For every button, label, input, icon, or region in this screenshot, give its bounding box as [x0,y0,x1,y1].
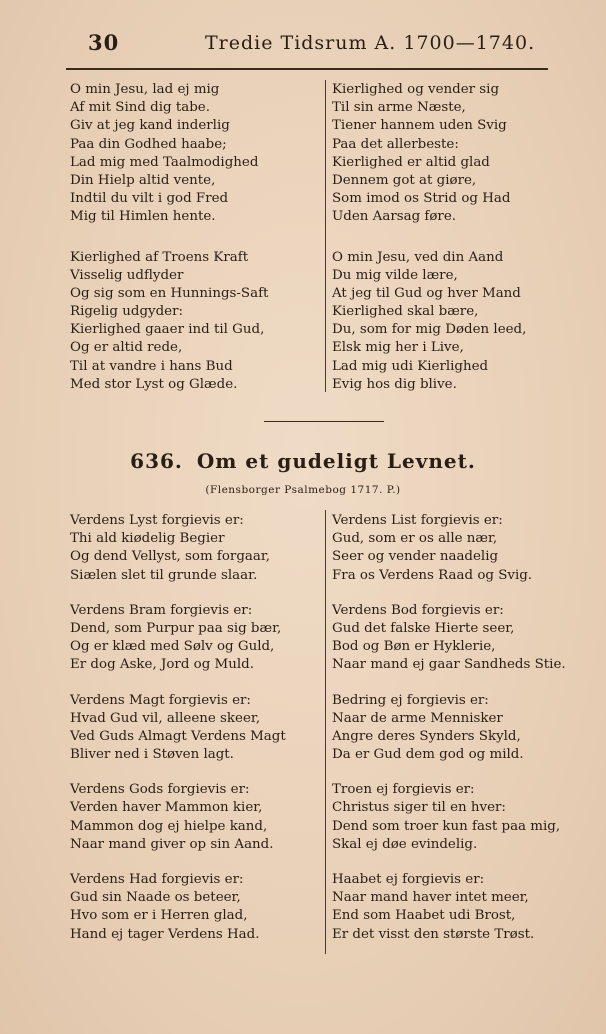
hymn-left-column [70,512,286,944]
verse-line: Naar mand giver op sin Aand. [70,836,274,852]
verse-line: Af mit Sind dig tabe. [70,100,210,116]
verse-line: Bliver ned i Støven lagt. [70,747,234,763]
hymn-title: Om et gudeligt Levnet. [196,449,476,473]
verse-line: Paa din Godhed haabe; [70,136,227,152]
verse-line: Elsk mig her i Live, [332,340,464,356]
verse-line: Paa det allerbeste: [332,136,459,152]
verse-line: Giv at jeg kand inderlig [70,118,230,134]
verse-line: Da er Gud dem god og mild. [332,747,524,763]
verse-line: Visselig udflyder [70,267,184,283]
verse-line: Dend som troer kun fast paa mig, [332,818,561,834]
verse-line: Dend, som Purpur paa sig bær, [70,620,282,636]
verse-line: Fra os Verdens Raad og Svig. [332,567,533,583]
page-header [0,30,606,60]
section-rule [264,421,384,422]
verse-line: End som Haabet udi Brost, [332,908,516,924]
verse-line: Og er klæd med Sølv og Guld, [70,639,275,655]
verse-line: Seer og vender naadelig [332,549,499,565]
verse-line: Tiener hannem uden Svig [332,118,507,134]
column-divider [325,80,326,392]
stanza [332,871,566,944]
verse-line: At jeg til Gud og hver Mand [332,285,521,301]
verse-line: Er dog Aske, Jord og Muld. [70,657,254,673]
stanza [332,512,566,585]
stanza [70,81,268,227]
page-number: 30 [88,30,120,55]
stanza [332,781,566,854]
verse-line: Hvo som er i Herren glad, [70,908,248,924]
stanza [332,692,566,765]
verse-line: Rigelig udgyder: [70,304,183,320]
verse-line: Kierlighed er altid glad [332,154,490,170]
verse-line: Gud, som er os alle nær, [332,531,498,547]
verse-line: Du, som for mig Døden leed, [332,322,527,338]
running-head: Tredie Tidsrum A. 1700—1740. [205,32,536,54]
verse-line: Verdens Gods forgievis er: [70,782,250,798]
verse-line: Siælen slet til grunde slaar. [70,567,258,583]
verse-line: Verden haver Mammon kier, [70,800,263,816]
verse-line: Med stor Lyst og Glæde. [70,376,238,392]
verse-line: Og er altid rede, [70,340,183,356]
verse-line: Haabet ej forgievis er: [332,872,485,887]
verse-line: Skal ej døe evindelig. [332,836,478,852]
verse-line: Naar de arme Mennisker [332,710,503,726]
hymn-source: (Flensborger Psalmebog 1717. P.) [205,484,401,496]
top-left-column [70,81,268,394]
stanza [70,692,286,765]
stanza [332,602,566,675]
verse-line: Er det visst den største Trøst. [332,926,535,942]
verse-line: Thi ald kiødelig Begier [70,531,225,547]
verse-line: Kierlighed af Troens Kraft [70,249,249,265]
verse-line: Kierlighed og vender sig [332,82,500,97]
verse-line: Mammon dog ej hielpe kand, [70,818,268,834]
stanza [332,249,526,395]
verse-line: Hvad Gud vil, alleene skeer, [70,710,261,726]
verse-line: Lad mig med Taalmodighed [70,154,259,170]
stanza [70,249,268,395]
top-right-column [332,81,526,394]
verse-line: Hand ej tager Verdens Had. [70,926,260,942]
verse-line: Ved Guds Almagt Verdens Magt [70,728,286,744]
verse-line: O min Jesu, lad ej mig [70,82,220,97]
verse-line: Naar mand ej gaar Sandheds Stie. [332,657,566,673]
verse-line: Din Hielp altid vente, [70,172,216,188]
verse-line: Bod og Bøn er Hyklerie, [332,639,496,655]
verse-line: Lad mig udi Kierlighed [332,358,489,374]
hymn-right-column [332,512,566,944]
verse-line: Gud sin Naade os beteer, [70,890,241,906]
verse-line: Verdens Lyst forgievis er: [70,513,244,528]
header-rule [66,68,548,70]
verse-line: Og dend Vellyst, som forgaar, [70,549,271,565]
verse-line: Til sin arme Næste, [332,100,466,116]
verse-line: Verdens List forgievis er: [332,513,503,528]
verse-line: Angre deres Synders Skyld, [332,728,521,744]
verse-line: Troen ej forgievis er: [332,782,475,798]
verse-line: Verdens Magt forgievis er: [70,692,251,708]
stanza [70,871,286,944]
verse-line: O min Jesu, ved din Aand [332,249,504,265]
verse-line: Uden Aarsag føre. [332,209,457,225]
verse-line: Til at vandre i hans Bud [70,358,233,374]
hymn-number: 636. [130,449,183,473]
stanza [332,81,526,227]
stanza [70,602,286,675]
verse-line: Verdens Had forgievis er: [70,872,244,887]
verse-line: Evig hos dig blive. [332,376,457,392]
verse-line: Som imod os Strid og Had [332,191,511,207]
verse-line: Verdens Bram forgievis er: [70,602,253,618]
verse-line: Bedring ej forgievis er: [332,692,489,708]
verse-line: Verdens Bod forgievis er: [332,602,504,618]
verse-line: Kierlighed gaaer ind til Gud, [70,322,265,338]
verse-line: Naar mand haver intet meer, [332,890,529,906]
verse-line: Du mig vilde lære, [332,267,458,283]
stanza [70,781,286,854]
verse-line: Og sig som en Hunnings-Saft [70,285,269,301]
verse-line: Indtil du vilt i god Fred [70,191,229,207]
stanza [70,512,286,585]
verse-line: Mig til Himlen hente. [70,209,216,225]
verse-line: Christus siger til en hver: [332,800,506,816]
verse-line: Kierlighed skal bære, [332,304,479,320]
hymn-heading [0,449,606,473]
verse-line: Gud det falske Hierte seer, [332,620,515,636]
column-divider [325,510,326,954]
verse-line: Dennem got at giøre, [332,172,477,188]
